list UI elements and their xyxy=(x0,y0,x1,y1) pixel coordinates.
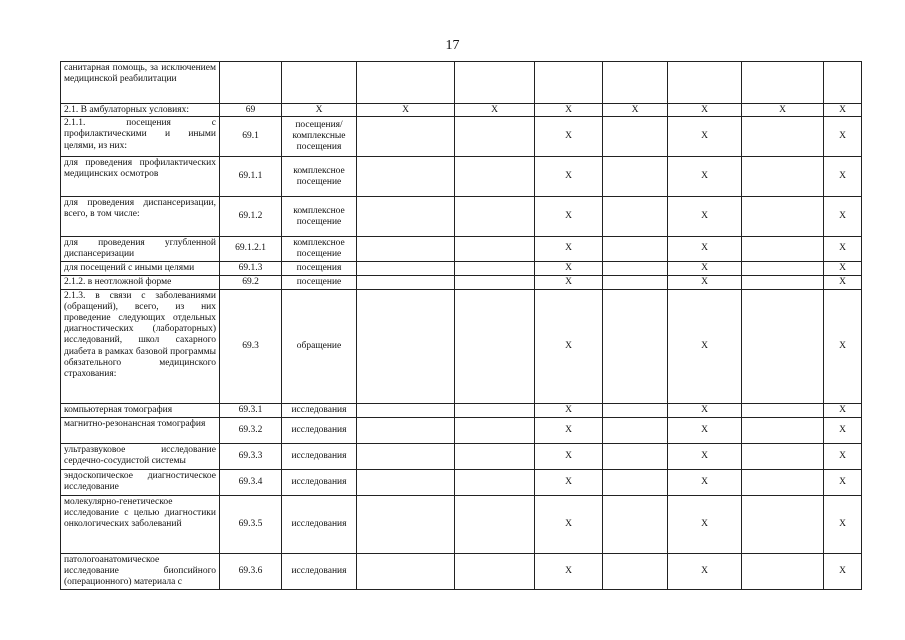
row-value-cell xyxy=(357,197,455,237)
row-value-cell xyxy=(455,157,535,197)
row-code-cell: 69.3.4 xyxy=(220,469,282,495)
row-value-cell: Х xyxy=(824,417,862,443)
table-row xyxy=(61,275,862,289)
row-value-cell: Х xyxy=(824,495,862,553)
row-value-cell: Х xyxy=(668,117,742,157)
row-name-cell: санитарная помощь, за исключением медицинской реабилитации xyxy=(61,62,220,104)
row-value-cell: Х xyxy=(824,553,862,589)
row-code-cell: 69.1.2 xyxy=(220,197,282,237)
row-value-cell: Х xyxy=(668,553,742,589)
row-value-cell xyxy=(742,417,824,443)
row-value-cell: Х xyxy=(535,275,603,289)
row-value-cell: Х xyxy=(824,197,862,237)
row-code-cell: 69.2 xyxy=(220,275,282,289)
row-value-cell: Х xyxy=(455,104,535,117)
row-value-cell xyxy=(455,275,535,289)
row-value-cell: Х xyxy=(824,237,862,261)
row-unit-cell: посещения/комплексные посещения xyxy=(282,117,357,157)
row-value-cell: Х xyxy=(535,197,603,237)
row-value-cell xyxy=(357,62,455,104)
row-value-cell xyxy=(742,553,824,589)
row-code-cell: 69 xyxy=(220,104,282,117)
row-code-cell: 69.1.1 xyxy=(220,157,282,197)
row-value-cell xyxy=(742,197,824,237)
row-value-cell xyxy=(603,553,668,589)
row-value-cell: Х xyxy=(742,104,824,117)
row-value-cell xyxy=(742,237,824,261)
table-row xyxy=(61,62,862,104)
row-unit-cell: исследования xyxy=(282,469,357,495)
row-value-cell: Х xyxy=(535,117,603,157)
row-value-cell xyxy=(455,417,535,443)
row-value-cell: Х xyxy=(668,261,742,275)
row-value-cell: Х xyxy=(824,104,862,117)
row-value-cell xyxy=(603,443,668,469)
row-value-cell xyxy=(668,62,742,104)
row-name-cell: для проведения профилактических медицинских осмотров xyxy=(61,157,220,197)
row-value-cell: Х xyxy=(668,443,742,469)
row-value-cell xyxy=(603,62,668,104)
row-value-cell xyxy=(603,495,668,553)
row-value-cell xyxy=(603,275,668,289)
row-value-cell xyxy=(455,403,535,417)
table-row xyxy=(61,417,862,443)
row-value-cell xyxy=(357,469,455,495)
row-value-cell: Х xyxy=(357,104,455,117)
table-row xyxy=(61,157,862,197)
row-code-cell: 69.1.2.1 xyxy=(220,237,282,261)
row-value-cell xyxy=(455,443,535,469)
row-unit-cell: обращение xyxy=(282,289,357,403)
row-value-cell xyxy=(357,443,455,469)
row-name-cell: 2.1. В амбулаторных условиях: xyxy=(61,104,220,117)
row-value-cell: Х xyxy=(535,469,603,495)
row-value-cell xyxy=(357,237,455,261)
row-value-cell xyxy=(357,417,455,443)
row-value-cell xyxy=(455,117,535,157)
page-number: 17 xyxy=(445,38,460,53)
row-name-cell: патологоанатомическое исследование биопсийного (операционного) материала с xyxy=(61,553,220,589)
row-name-cell: ультразвуковое исследование сердечно-сосудистой системы xyxy=(61,443,220,469)
row-value-cell xyxy=(455,197,535,237)
row-name-cell: магнитно-резонансная томография xyxy=(61,417,220,443)
row-value-cell: Х xyxy=(668,104,742,117)
row-value-cell xyxy=(357,275,455,289)
row-value-cell: Х xyxy=(668,495,742,553)
row-name-cell: молекулярно-генетическое исследование с целью диагностики онкологических заболеваний xyxy=(61,495,220,553)
row-value-cell: Х xyxy=(535,104,603,117)
row-value-cell xyxy=(742,443,824,469)
row-value-cell xyxy=(357,261,455,275)
row-value-cell xyxy=(742,495,824,553)
row-value-cell xyxy=(357,553,455,589)
table-row xyxy=(61,237,862,261)
table-row xyxy=(61,469,862,495)
row-value-cell xyxy=(603,117,668,157)
row-value-cell xyxy=(742,289,824,403)
row-value-cell: Х xyxy=(535,261,603,275)
row-value-cell: Х xyxy=(824,469,862,495)
row-value-cell xyxy=(824,62,862,104)
table-row xyxy=(61,261,862,275)
table-row xyxy=(61,197,862,237)
row-name-cell: для посещений с иными целями xyxy=(61,261,220,275)
row-unit-cell: комплексное посещение xyxy=(282,237,357,261)
row-name-cell: эндоскопическое диагностическое исследование xyxy=(61,469,220,495)
row-code-cell: 69.3.6 xyxy=(220,553,282,589)
row-value-cell xyxy=(742,117,824,157)
row-name-cell: 2.1.2. в неотложной форме xyxy=(61,275,220,289)
row-unit-cell: исследования xyxy=(282,553,357,589)
row-value-cell: Х xyxy=(824,157,862,197)
table-row xyxy=(61,495,862,553)
row-code-cell: 69.1 xyxy=(220,117,282,157)
row-unit-cell: комплексное посещение xyxy=(282,157,357,197)
row-value-cell xyxy=(742,469,824,495)
row-value-cell xyxy=(357,157,455,197)
row-name-cell: компьютерная томография xyxy=(61,403,220,417)
row-value-cell xyxy=(603,417,668,443)
row-value-cell xyxy=(603,261,668,275)
table-row xyxy=(61,403,862,417)
row-value-cell xyxy=(455,469,535,495)
row-code-cell: 69.3.2 xyxy=(220,417,282,443)
row-unit-cell: исследования xyxy=(282,443,357,469)
row-value-cell xyxy=(455,289,535,403)
row-code-cell: 69.3 xyxy=(220,289,282,403)
row-value-cell: Х xyxy=(824,117,862,157)
row-code-cell: 69.1.3 xyxy=(220,261,282,275)
row-value-cell xyxy=(357,403,455,417)
row-name-cell: для проведения углубленной диспансеризации xyxy=(61,237,220,261)
table-row xyxy=(61,289,862,403)
row-value-cell xyxy=(742,62,824,104)
row-value-cell xyxy=(603,157,668,197)
table-row xyxy=(61,443,862,469)
row-name-cell: 2.1.3. в связи с заболеваниями (обращений), всего, из них проведение следующих отдельных диагностических (лабораторных) исследований, школ сахарного диабета в рамках базовой программы обязательного медицинского страхования: xyxy=(61,289,220,403)
row-unit-cell xyxy=(282,62,357,104)
row-value-cell: Х xyxy=(535,553,603,589)
row-value-cell: Х xyxy=(668,157,742,197)
row-value-cell: Х xyxy=(668,275,742,289)
row-value-cell xyxy=(455,553,535,589)
row-unit-cell: исследования xyxy=(282,417,357,443)
row-value-cell: Х xyxy=(824,275,862,289)
row-value-cell: Х xyxy=(535,417,603,443)
row-value-cell: Х xyxy=(535,403,603,417)
row-value-cell: Х xyxy=(535,157,603,197)
row-value-cell xyxy=(357,289,455,403)
row-value-cell xyxy=(357,117,455,157)
row-value-cell: Х xyxy=(668,197,742,237)
table-row xyxy=(61,104,862,117)
row-value-cell: Х xyxy=(668,403,742,417)
row-value-cell: Х xyxy=(668,289,742,403)
row-value-cell xyxy=(742,157,824,197)
data-table xyxy=(60,61,862,590)
row-value-cell: Х xyxy=(824,403,862,417)
row-value-cell: Х xyxy=(668,469,742,495)
row-code-cell: 69.3.1 xyxy=(220,403,282,417)
row-value-cell: Х xyxy=(603,104,668,117)
row-unit-cell: посещение xyxy=(282,275,357,289)
row-unit-cell: исследования xyxy=(282,495,357,553)
table-row xyxy=(61,553,862,589)
row-value-cell xyxy=(535,62,603,104)
row-value-cell: Х xyxy=(535,443,603,469)
row-name-cell: 2.1.1. посещения с профилактическими и иными целями, из них: xyxy=(61,117,220,157)
row-value-cell xyxy=(603,403,668,417)
row-code-cell xyxy=(220,62,282,104)
row-code-cell: 69.3.5 xyxy=(220,495,282,553)
row-value-cell xyxy=(742,275,824,289)
row-value-cell: Х xyxy=(824,289,862,403)
table-row xyxy=(61,117,862,157)
row-value-cell: Х xyxy=(668,417,742,443)
row-value-cell: Х xyxy=(668,237,742,261)
row-name-cell: для проведения диспансеризации, всего, в том числе: xyxy=(61,197,220,237)
row-value-cell xyxy=(742,403,824,417)
row-value-cell xyxy=(455,495,535,553)
row-value-cell xyxy=(455,237,535,261)
row-value-cell xyxy=(455,261,535,275)
row-value-cell: Х xyxy=(535,237,603,261)
row-value-cell xyxy=(603,197,668,237)
row-value-cell xyxy=(455,62,535,104)
row-value-cell: Х xyxy=(824,443,862,469)
row-unit-cell: Х xyxy=(282,104,357,117)
row-value-cell xyxy=(357,495,455,553)
row-value-cell xyxy=(742,261,824,275)
row-value-cell xyxy=(603,237,668,261)
row-unit-cell: комплексное посещение xyxy=(282,197,357,237)
row-value-cell: Х xyxy=(535,495,603,553)
row-value-cell: Х xyxy=(535,289,603,403)
row-value-cell xyxy=(603,289,668,403)
row-code-cell: 69.3.3 xyxy=(220,443,282,469)
row-value-cell xyxy=(603,469,668,495)
row-unit-cell: посещения xyxy=(282,261,357,275)
row-value-cell: Х xyxy=(824,261,862,275)
row-unit-cell: исследования xyxy=(282,403,357,417)
